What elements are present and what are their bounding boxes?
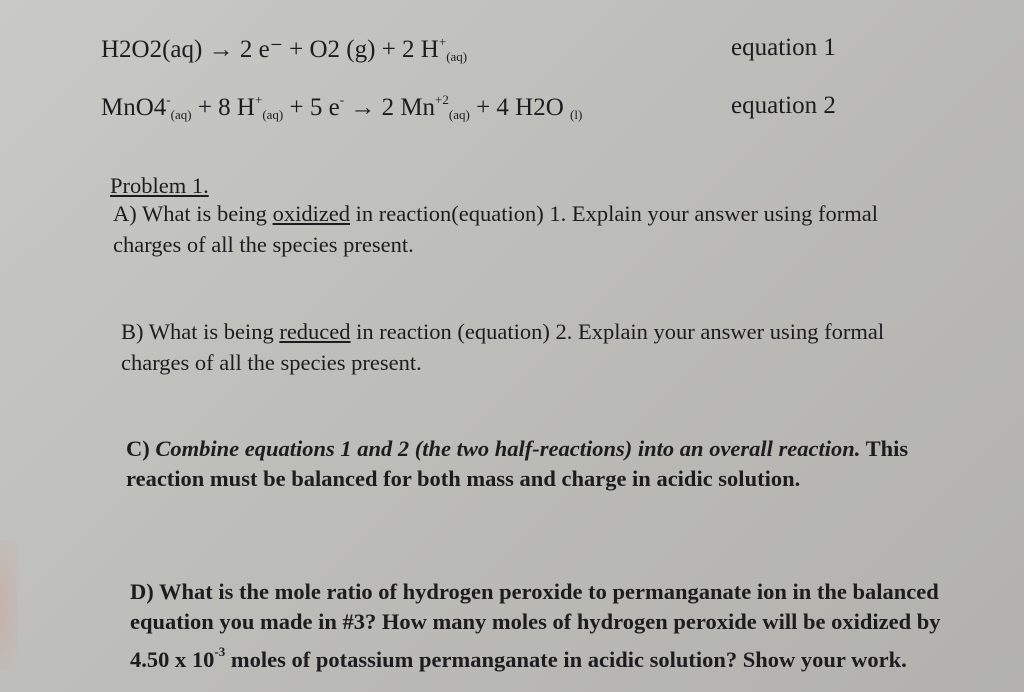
eq2-mn-state: (aq): [448, 107, 470, 122]
part-b-prefix: B) What is being: [121, 319, 280, 344]
eq2-mno4-charge: -: [166, 92, 171, 107]
finger-shadow: [0, 540, 18, 670]
part-c-line-2: reaction must be balanced for both mass and charge in acidic solution.: [126, 466, 801, 491]
part-a-suffix: in reaction(equation) 1. Explain your answer using formal: [350, 201, 879, 226]
part-c-label: C): [126, 436, 156, 461]
part-a-keyword: oxidized: [272, 201, 351, 226]
equation-2-label: equation 2: [731, 92, 836, 119]
part-d-line-3: [130, 637, 907, 675]
eq2-h2o-state: (l): [570, 107, 583, 122]
eq1-hplus-state: (aq): [446, 49, 468, 64]
part-c-italic: Combine equations 1 and 2 (the two half-reactions) into an overall reaction.: [155, 436, 861, 461]
eq2-h-state: (aq): [262, 107, 284, 122]
eq1-arrow: →: [208, 36, 234, 63]
eq1-h2o2: H2O2(aq): [101, 36, 203, 63]
part-b-line-1: [121, 317, 884, 347]
equation-1: [101, 34, 467, 65]
eq1-hplus-charge: +: [438, 34, 447, 49]
part-d-line-2: equation you made in #3? How many moles of hydrogen peroxide will be oxidized by: [130, 609, 941, 634]
equation-1-label: equation 1: [731, 34, 836, 61]
eq2-part2: + 5 e: [283, 94, 340, 121]
part-d-line-1: D) What is the mole ratio of hydrogen peroxide to permanganate ion in the balanced: [130, 579, 939, 604]
eq2-e-charge: -: [339, 92, 345, 107]
problem-title: Problem 1.: [110, 173, 209, 198]
part-c-line-1: [126, 434, 908, 464]
part-b-line-2: charges of all the species present.: [121, 350, 422, 375]
part-b-keyword: reduced: [279, 319, 351, 344]
part-c-rest: This: [860, 436, 909, 461]
eq2-arrow: →: [350, 94, 376, 121]
part-d-number: 4.50 x 10: [130, 647, 215, 672]
eq2-part4: + 4 H2O: [469, 94, 564, 121]
eq1-products: 2 e⁻ + O2 (g) + 2 H: [239, 36, 439, 63]
part-d-rest: moles of potassium permanganate in acidic solution? Show your work.: [225, 647, 907, 672]
part-a-line-2: charges of all the species present.: [113, 232, 414, 257]
part-d-exponent: -3: [214, 644, 226, 659]
part-a-line-1: [113, 199, 878, 229]
eq2-mn-charge: +2: [435, 92, 449, 107]
part-a-prefix: A) What is being: [113, 201, 273, 226]
part-b-suffix: in reaction (equation) 2. Explain your answer using formal: [350, 319, 885, 344]
eq2-h-charge: +: [254, 92, 263, 107]
equation-2: [101, 92, 582, 123]
eq2-mno4-state: (aq): [170, 107, 192, 122]
eq2-part1: + 8 H: [191, 94, 255, 121]
eq2-part3: 2 Mn: [375, 94, 436, 121]
eq2-mno4: MnO4: [101, 94, 167, 121]
